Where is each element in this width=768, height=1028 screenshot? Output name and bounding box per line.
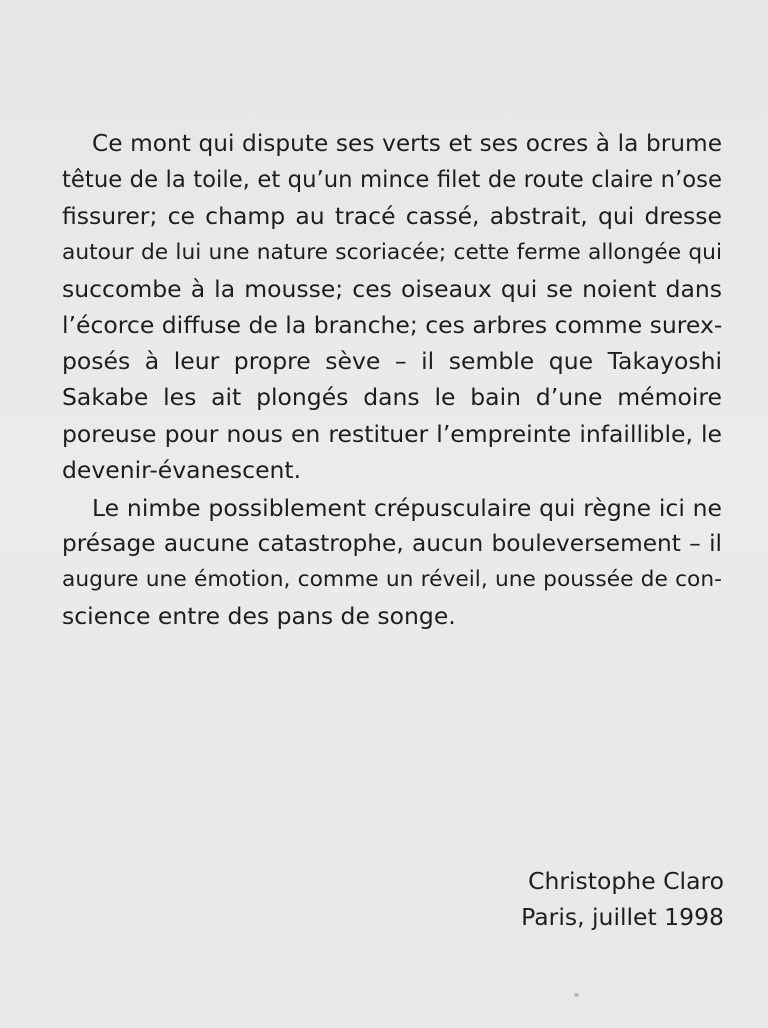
text-line: augure une émotion, comme un réveil, une poussée de con- bbox=[62, 567, 722, 593]
text-line: Sakabe les ait plongés dans le bain d’une mémoire bbox=[62, 383, 722, 412]
text-line: fissurer; ce champ au tracé cassé, abstrait, qui dresse bbox=[62, 202, 722, 231]
text-line: autour de lui une nature scoriacée; cette ferme allongée qui bbox=[62, 239, 722, 265]
signature-block bbox=[521, 863, 724, 935]
text-line: science entre des pans de songe. bbox=[62, 602, 456, 631]
paragraph-1 bbox=[62, 126, 722, 488]
paragraph-2 bbox=[62, 490, 722, 635]
text-line: posés à leur propre sève – il semble que Takayoshi bbox=[62, 347, 722, 376]
text-line: Le nimbe possiblement crépusculaire qui règne ici ne bbox=[92, 493, 722, 522]
text-line: présage aucune catastrophe, aucun bouleversement – il bbox=[62, 530, 722, 558]
text-line: têtue de la toile, et qu’un mince filet de route claire n’ose bbox=[62, 167, 722, 194]
text-line: l’écorce diffuse de la branche; ces arbres comme surex- bbox=[62, 310, 723, 339]
place-date: Paris, juillet 1998 bbox=[521, 903, 724, 931]
text-line: Ce mont qui dispute ses verts et ses ocres à la brume bbox=[92, 130, 722, 157]
body-text bbox=[62, 126, 722, 635]
text-line: poreuse pour nous en restituer l’empreinte infaillible, le bbox=[62, 419, 722, 448]
text-line: devenir-évanescent. bbox=[62, 455, 302, 484]
paper-speck bbox=[574, 993, 579, 997]
text-line: succombe à la mousse; ces oiseaux qui se noient dans bbox=[62, 274, 722, 303]
author-name: Christophe Claro bbox=[528, 867, 724, 895]
